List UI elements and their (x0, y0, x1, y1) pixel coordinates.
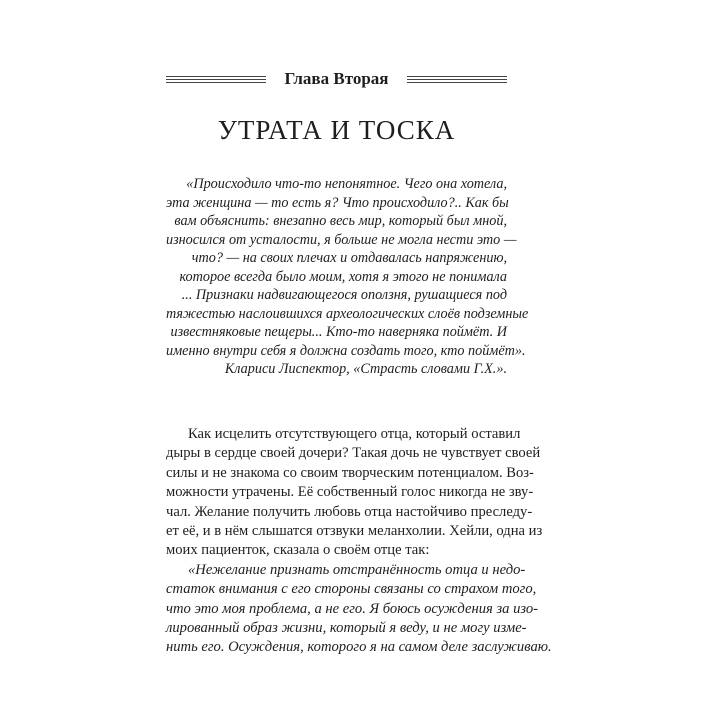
quote-line: что это моя проблема, а не его. Я боюсь осуждения за изо- (166, 600, 539, 617)
chapter-label: Глава Вторая (284, 69, 389, 88)
quote-line: «Нежелание признать отстранённость отца и недо- (188, 561, 526, 578)
decorative-rule-right (407, 76, 507, 83)
epigraph-line: износился от усталости, я больше не могла нести это — (166, 231, 517, 248)
paragraph-line: силы и не знакома со своим творческим потенциалом. Воз- (166, 464, 534, 481)
quote-line: нить его. Осуждения, которого я на самом деле заслуживаю. (166, 639, 552, 656)
paragraph-line: Как исцелить отсутствующего отца, который оставил (188, 426, 521, 442)
paragraph-line: ет её, и в нём слышатся отзвуки меланхолии. Хейли, одна из (166, 523, 543, 540)
epigraph-attribution: Клариси Лиспектор, «Страсть словами Г.Х.». (224, 361, 507, 377)
epigraph-line: тяжестью наслоившихся археологических слоёв подземные (166, 305, 529, 322)
epigraph-line: вам объяснить: внезапно весь мир, который был мной, (174, 213, 507, 229)
epigraph-line: именно внутри себя я должна создать того, кто поймёт». (166, 342, 526, 359)
paragraph-line: чал. Желание получить любовь отца настойчиво преследу- (166, 503, 533, 520)
epigraph-line: что? — на своих плечах и отдавалась напряжению, (191, 250, 507, 266)
paragraph-line: можности утрачены. Её собственный голос никогда не зву- (166, 484, 534, 501)
epigraph-line: «Происходило что-то непонятное. Чего она хотела, (186, 176, 507, 192)
quote-line: лированный образ жизни, который я веду, и не могу изме- (166, 620, 527, 637)
epigraph (166, 175, 529, 379)
epigraph-line: известняковые пещеры... Кто-то наверняка поймёт. И (170, 324, 507, 340)
chapter-title: УТРАТА И ТОСКА (217, 115, 456, 145)
epigraph-line: эта женщина — то есть я? Что происходило?.. Как бы (166, 194, 509, 211)
body-text (166, 425, 552, 658)
paragraph-line: моих пациенток, сказала о своём отце так: (166, 542, 430, 559)
epigraph-line: ... Признаки надвигающегося оползня, рушащиеся под (181, 287, 507, 303)
quote-line: статок внимания с его стороны связаны со страхом того, (166, 581, 537, 598)
paragraph-line: дыры в сердце своей дочери? Такая дочь не чувствует своей (166, 445, 541, 462)
epigraph-line: которое всегда было моим, хотя я этого не понимала (179, 268, 507, 285)
